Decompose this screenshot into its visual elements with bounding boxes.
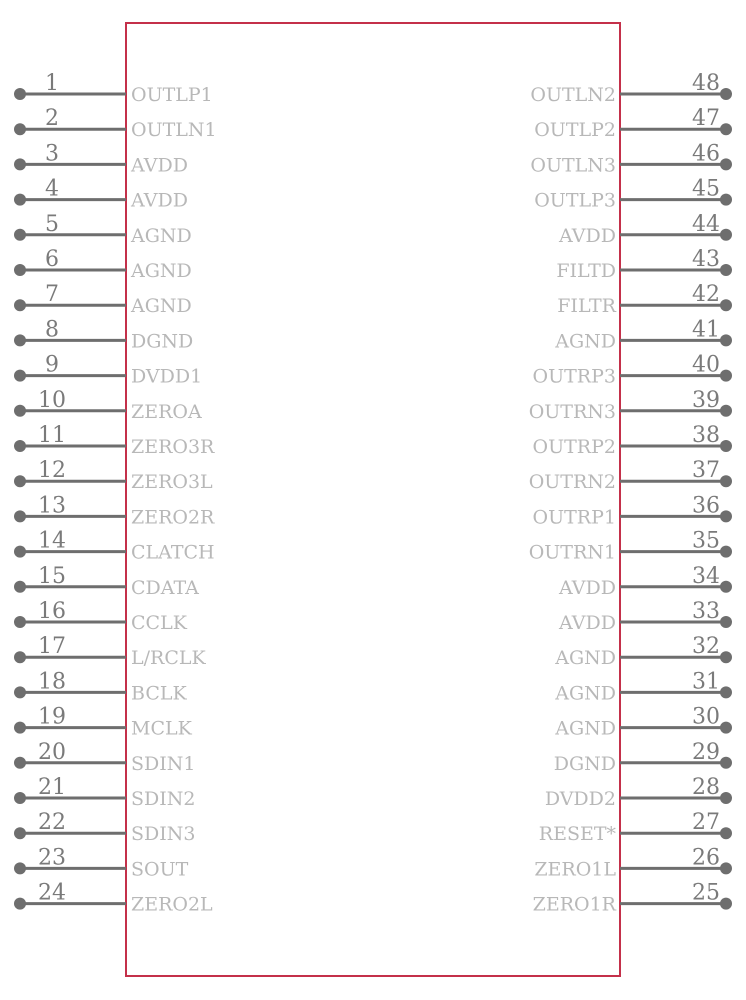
pin-terminal-dot [14, 581, 26, 593]
pin-39 [529, 388, 732, 423]
pin-name: ZERO1L [534, 858, 616, 881]
pin-number: 40 [692, 352, 720, 378]
pin-name: OUTRP2 [532, 436, 616, 458]
pin-name: ZERO3R [131, 436, 215, 458]
pin-number: 18 [38, 669, 66, 695]
pin-number: 33 [692, 599, 720, 624]
pin-terminal-dot [14, 616, 26, 628]
pin-number: 4 [45, 176, 59, 202]
pin-number: 23 [38, 845, 66, 871]
pin-number: 6 [45, 247, 59, 272]
pin-1 [14, 71, 213, 106]
pin-terminal-dot [14, 757, 26, 769]
pin-35 [529, 529, 732, 564]
pin-name: AGND [555, 330, 616, 353]
pin-25 [533, 881, 732, 916]
pin-10 [14, 388, 202, 423]
pin-terminal-dot [14, 299, 26, 311]
pin-number: 38 [692, 423, 720, 448]
pin-name: AVDD [559, 224, 616, 247]
pin-terminal-dot [14, 88, 26, 100]
pin-name: OUTRN1 [528, 541, 616, 564]
pin-number: 35 [692, 528, 720, 554]
pin-number: 41 [692, 317, 720, 343]
pin-terminal-dot [720, 546, 732, 558]
pin-terminal-dot [720, 862, 732, 874]
pin-number: 32 [692, 634, 720, 660]
pin-6 [14, 247, 192, 282]
pin-20 [14, 740, 195, 775]
pin-name: AVDD [559, 612, 616, 634]
pin-15 [14, 564, 199, 599]
pin-terminal-dot [720, 686, 732, 698]
pin-number: 9 [45, 352, 59, 378]
pin-28 [545, 775, 732, 810]
pin-number: 12 [38, 458, 66, 484]
pin-name: AVDD [559, 576, 616, 599]
pin-terminal-dot [720, 792, 732, 804]
pin-terminal-dot [14, 827, 26, 839]
pin-terminal-dot [720, 581, 732, 593]
pin-terminal-dot [14, 722, 26, 734]
pin-terminal-dot [720, 440, 732, 452]
pin-19 [14, 705, 193, 740]
pin-47 [534, 106, 732, 141]
pin-8 [14, 317, 193, 352]
pin-terminal-dot [720, 264, 732, 276]
pin-number: 37 [692, 458, 720, 484]
pin-number: 21 [38, 775, 66, 800]
pin-number: 28 [692, 775, 720, 800]
left-pin-column [14, 71, 217, 916]
pin-terminal-dot [720, 229, 732, 241]
pin-13 [14, 493, 215, 528]
pin-number: 39 [692, 387, 720, 413]
pin-3 [14, 141, 188, 176]
pin-terminal-dot [14, 862, 26, 874]
pin-terminal-dot [720, 616, 732, 628]
pin-number: 16 [38, 599, 66, 624]
pin-23 [14, 845, 189, 880]
pin-name: CDATA [131, 576, 199, 599]
pin-number: 47 [692, 106, 720, 132]
pin-name: OUTLN3 [530, 154, 616, 177]
pin-name: CLATCH [131, 541, 215, 564]
pin-name: FILTD [556, 260, 616, 282]
pin-name: RESET* [538, 823, 616, 846]
pin-24 [14, 881, 213, 916]
pin-number: 27 [692, 810, 720, 836]
pin-40 [533, 353, 732, 388]
pin-terminal-dot [720, 827, 732, 839]
pin-name: L/RCLK [131, 647, 206, 670]
pin-number: 15 [38, 563, 66, 589]
pin-name: DVDD1 [131, 365, 203, 388]
pin-36 [533, 493, 732, 528]
pin-number: 43 [692, 247, 720, 272]
pin-name: AGND [131, 260, 192, 282]
pin-name: DVDD2 [544, 788, 616, 810]
pin-44 [558, 212, 732, 247]
pin-38 [533, 423, 732, 458]
pin-2 [14, 106, 217, 141]
pin-terminal-dot [720, 299, 732, 311]
pin-name: BCLK [131, 682, 187, 705]
pin-terminal-dot [720, 88, 732, 100]
pin-number: 34 [692, 563, 720, 589]
pin-number: 29 [692, 739, 720, 765]
pin-number: 22 [38, 810, 66, 836]
pin-number: 19 [38, 704, 66, 730]
pin-number: 20 [38, 739, 66, 765]
pin-30 [554, 705, 732, 740]
pin-terminal-dot [720, 651, 732, 663]
pin-number: 5 [45, 211, 59, 237]
pin-name: OUTRN3 [528, 400, 616, 423]
pin-number: 13 [38, 493, 66, 519]
pin-name: SDIN3 [131, 823, 196, 846]
pin-terminal-dot [14, 334, 26, 346]
pin-14 [14, 529, 215, 564]
pin-number: 30 [692, 704, 720, 730]
pin-name: OUTLN2 [530, 84, 616, 106]
pin-37 [529, 458, 732, 493]
pin-number: 26 [692, 845, 720, 871]
pin-name: DGND [131, 330, 194, 353]
pin-name: MCLK [131, 717, 192, 740]
pin-18 [14, 669, 187, 704]
pin-27 [539, 810, 732, 845]
pin-32 [554, 634, 732, 669]
pin-name: OUTRN2 [528, 471, 616, 494]
pin-name: DGND [553, 752, 616, 775]
pin-terminal-dot [14, 370, 26, 382]
pin-number: 14 [38, 528, 66, 554]
pin-number: 24 [38, 880, 66, 906]
pin-33 [558, 599, 732, 634]
pin-41 [554, 317, 732, 352]
pin-terminal-dot [14, 405, 26, 417]
pin-name: OUTLN1 [131, 119, 217, 142]
pin-name: SDIN2 [131, 788, 196, 810]
pin-name: AGND [555, 717, 616, 740]
pin-name: OUTLP1 [131, 84, 213, 106]
pin-name: OUTLP3 [534, 189, 616, 212]
pin-terminal-dot [720, 334, 732, 346]
pin-terminal-dot [14, 440, 26, 452]
pin-number: 2 [45, 106, 59, 132]
pin-terminal-dot [14, 123, 26, 135]
pin-21 [14, 775, 195, 810]
pin-45 [534, 177, 732, 212]
pin-terminal-dot [14, 229, 26, 241]
pin-name: ZERO2R [131, 506, 215, 529]
pin-4 [14, 177, 188, 212]
pin-number: 17 [38, 634, 66, 660]
pin-42 [557, 282, 732, 317]
pin-number: 3 [45, 141, 59, 167]
pin-terminal-dot [14, 194, 26, 206]
pin-number: 48 [692, 71, 720, 96]
pin-terminal-dot [14, 264, 26, 276]
pin-name: AVDD [131, 189, 188, 212]
pin-terminal-dot [14, 651, 26, 663]
pin-name: OUTRP1 [532, 506, 616, 529]
pin-48 [530, 71, 732, 106]
pin-9 [14, 353, 202, 388]
pin-terminal-dot [720, 370, 732, 382]
pin-terminal-dot [720, 475, 732, 487]
pin-terminal-dot [720, 123, 732, 135]
pin-number: 36 [692, 493, 720, 519]
pin-17 [14, 634, 206, 669]
pin-34 [558, 564, 732, 599]
pin-name: AGND [555, 682, 616, 705]
pin-22 [14, 810, 195, 845]
pin-name: AVDD [131, 154, 188, 177]
pin-number: 11 [38, 423, 66, 448]
pin-number: 42 [692, 282, 720, 308]
pin-7 [14, 282, 192, 317]
pin-46 [530, 141, 732, 176]
pin-26 [534, 845, 732, 880]
pin-terminal-dot [14, 475, 26, 487]
pin-terminal-dot [14, 686, 26, 698]
pin-terminal-dot [720, 757, 732, 769]
pin-number: 1 [45, 71, 59, 96]
pin-name: ZERO3L [131, 471, 213, 494]
pin-terminal-dot [720, 405, 732, 417]
pin-11 [14, 423, 215, 458]
pin-terminal-dot [14, 158, 26, 170]
pin-number: 44 [692, 211, 720, 237]
pin-name: AGND [131, 224, 192, 247]
right-pin-column [529, 71, 732, 916]
pin-5 [14, 212, 192, 247]
pin-number: 10 [38, 387, 66, 413]
pin-number: 45 [692, 176, 720, 202]
pin-terminal-dot [720, 898, 732, 910]
pin-name: ZERO1R [532, 893, 616, 916]
pin-number: 25 [692, 880, 720, 906]
pin-43 [556, 247, 732, 282]
pin-name: AGND [555, 647, 616, 670]
pin-name: AGND [131, 295, 192, 318]
pin-name: ZEROA [131, 400, 202, 423]
pin-name: OUTLP2 [534, 119, 616, 142]
pin-number: 8 [45, 317, 59, 343]
pin-terminal-dot [14, 792, 26, 804]
pin-number: 31 [692, 669, 720, 695]
pin-terminal-dot [14, 546, 26, 558]
pin-29 [554, 740, 732, 775]
pin-terminal-dot [14, 510, 26, 522]
pin-name: SDIN1 [131, 752, 196, 775]
pin-number: 46 [692, 141, 720, 167]
pin-name: ZERO2L [131, 893, 213, 916]
pin-name: OUTRP3 [532, 365, 616, 388]
pin-terminal-dot [720, 722, 732, 734]
pin-terminal-dot [720, 158, 732, 170]
pin-name: CCLK [131, 612, 187, 634]
pin-terminal-dot [14, 898, 26, 910]
pin-16 [14, 599, 188, 634]
pin-name: SOUT [131, 858, 189, 881]
pin-name: FILTR [557, 295, 616, 318]
pin-12 [14, 458, 213, 493]
pin-number: 7 [45, 282, 59, 308]
pin-terminal-dot [720, 510, 732, 522]
pin-terminal-dot [720, 194, 732, 206]
pin-31 [554, 669, 732, 704]
